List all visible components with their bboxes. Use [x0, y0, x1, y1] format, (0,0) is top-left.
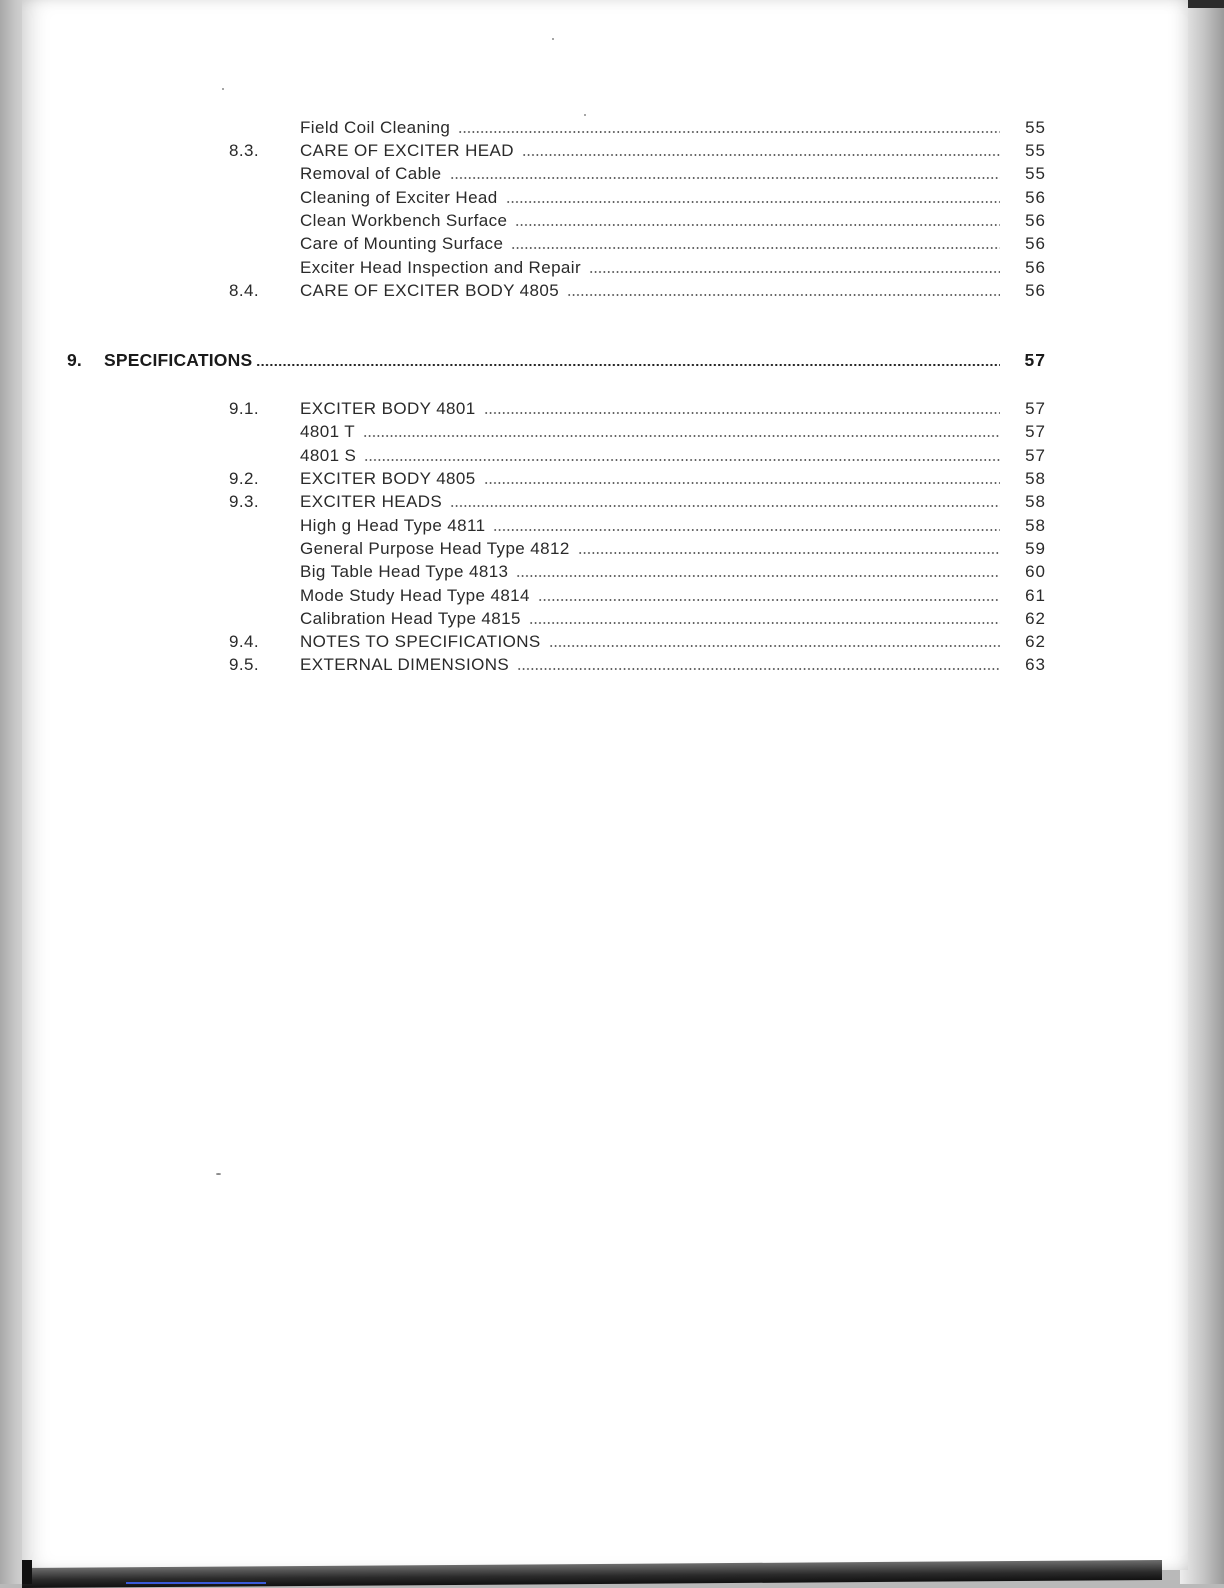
toc-entry-title-line [300, 632, 1000, 652]
dot-leader [538, 599, 1000, 601]
toc-entry-title-line [300, 141, 1000, 161]
toc-entry-title-line [300, 422, 1000, 442]
toc-entry-title: 4801 S [300, 446, 357, 465]
dot-leader [484, 412, 1000, 414]
dot-leader [529, 622, 1000, 624]
toc-entry-title: Field Coil Cleaning [300, 118, 451, 137]
toc-entry-page: 61 [1025, 586, 1046, 605]
toc-entry-page: 58 [1025, 516, 1046, 535]
toc-entry-title-line [300, 586, 1000, 606]
toc-entry-page: 56 [1025, 234, 1046, 253]
toc-entry-title: EXCITER HEADS [300, 492, 443, 511]
toc-entry-page: 55 [1025, 141, 1046, 160]
dot-leader [549, 645, 1000, 647]
toc-entry-title: EXCITER BODY 4801 [300, 399, 476, 418]
toc-entry-number: 9.3. [229, 492, 259, 511]
toc-entry-title-line [300, 258, 1000, 278]
dot-leader [511, 247, 1000, 249]
toc-entry-page: 58 [1025, 492, 1046, 511]
toc-entry-title-line [300, 539, 1000, 559]
toc-chapter-page: 57 [1024, 350, 1046, 370]
toc-entry-title: NOTES TO SPECIFICATIONS [300, 632, 541, 651]
toc-entry[interactable] [0, 234, 1224, 257]
toc-entry-title-line [300, 516, 1000, 536]
toc-entry-page: 60 [1025, 562, 1046, 581]
dot-leader [364, 459, 1000, 461]
toc-entry-title-line [300, 469, 1000, 489]
toc-entry[interactable] [0, 164, 1224, 187]
dot-leader [506, 201, 1000, 203]
toc-entry-title: EXCITER BODY 4805 [300, 469, 476, 488]
dot-leader [515, 224, 1000, 226]
toc-entry[interactable] [0, 492, 1224, 515]
toc-entry[interactable] [0, 281, 1224, 304]
toc-entry-page: 62 [1025, 609, 1046, 628]
toc-entry-title-line [300, 562, 1000, 582]
toc-entry[interactable] [0, 516, 1224, 539]
toc-entry-page: 63 [1025, 655, 1046, 674]
toc-entry[interactable] [0, 211, 1224, 234]
toc-entry-page: 55 [1025, 164, 1046, 183]
toc-entry-title-line [300, 446, 1000, 466]
toc-chapter-entry[interactable] [0, 350, 1224, 373]
toc-entry-number: 9.5. [229, 655, 259, 674]
toc-entry-title-line [300, 399, 1000, 419]
toc-entry-title-line [300, 118, 1000, 138]
toc-entry-number: 9.1. [229, 399, 259, 418]
toc-entry[interactable] [0, 188, 1224, 211]
toc-entry-title-line [300, 281, 1000, 301]
toc-entry-title: Mode Study Head Type 4814 [300, 586, 530, 605]
toc-entry-number: 8.3. [229, 141, 259, 160]
toc-entry-number: 8.4. [229, 281, 259, 300]
toc-entry[interactable] [0, 655, 1224, 678]
dot-leader [450, 177, 1000, 179]
toc-entry[interactable] [0, 141, 1224, 164]
toc-entry[interactable] [0, 422, 1224, 445]
toc-entry-title: General Purpose Head Type 4812 [300, 539, 570, 558]
dot-leader [522, 154, 1000, 156]
toc-entry-title-line [300, 609, 1000, 629]
toc-chapter-number: 9. [67, 350, 82, 370]
toc-entry-title-line [300, 188, 1000, 208]
toc-entry-title-line [300, 655, 1000, 675]
toc-entry[interactable] [0, 469, 1224, 492]
toc-entry[interactable] [0, 586, 1224, 609]
toc-entry-title-line [300, 492, 1000, 512]
toc-entry-page: 56 [1025, 281, 1046, 300]
toc-entry-title: Calibration Head Type 4815 [300, 609, 521, 628]
toc-entry-page: 57 [1025, 399, 1046, 418]
toc-entry-page: 56 [1025, 211, 1046, 230]
toc-entry-title: Cleaning of Exciter Head [300, 188, 498, 207]
toc-entry-title: Big Table Head Type 4813 [300, 562, 509, 581]
toc-entry[interactable] [0, 539, 1224, 562]
toc-entry-title: High g Head Type 4811 [300, 516, 486, 535]
toc-entry-title-line [300, 211, 1000, 231]
toc-entry-title: Care of Mounting Surface [300, 234, 504, 253]
dot-leader [363, 435, 1000, 437]
dot-leader [517, 668, 1000, 670]
toc-entry-title-line [300, 234, 1000, 254]
toc-entry-number: 9.4. [229, 632, 259, 651]
dot-leader [484, 482, 1000, 484]
toc-entry-title: EXTERNAL DIMENSIONS [300, 655, 510, 674]
toc-entry-title: Clean Workbench Surface [300, 211, 508, 230]
toc-entry-title: CARE OF EXCITER HEAD [300, 141, 514, 160]
toc-entry-title: CARE OF EXCITER BODY 4805 [300, 281, 560, 300]
scan-edge-corner [22, 1560, 32, 1584]
toc-entry-page: 56 [1025, 188, 1046, 207]
toc-entry-page: 56 [1025, 258, 1046, 277]
dot-leader [450, 505, 1000, 507]
dot-leader [578, 552, 1000, 554]
toc-entry[interactable] [0, 562, 1224, 585]
toc-entry[interactable] [0, 446, 1224, 469]
toc-entry-title-line [300, 164, 1000, 184]
toc-chapter-title-line [104, 350, 1000, 371]
toc-entry-title: Removal of Cable [300, 164, 442, 183]
toc-entry-number: 9.2. [229, 469, 259, 488]
toc-entry-title: Exciter Head Inspection and Repair [300, 258, 582, 277]
toc-entry[interactable] [0, 632, 1224, 655]
toc-entry-page: 58 [1025, 469, 1046, 488]
toc-entry[interactable] [0, 609, 1224, 632]
dot-leader [589, 271, 1000, 273]
dot-leader [458, 131, 1000, 133]
dot-leader [493, 529, 1000, 531]
dot-leader [516, 575, 1000, 577]
toc-entry[interactable] [0, 399, 1224, 422]
toc-entry-page: 59 [1025, 539, 1046, 558]
dot-leader [256, 364, 1000, 366]
toc-entry-page: 57 [1025, 422, 1046, 441]
toc-entry-page: 62 [1025, 632, 1046, 651]
toc-entry-page: 57 [1025, 446, 1046, 465]
toc-entry-page: 55 [1025, 118, 1046, 137]
toc-entry-title: 4801 T [300, 422, 356, 441]
dot-leader [567, 294, 1000, 296]
toc-entry[interactable] [0, 118, 1224, 141]
toc-entry[interactable] [0, 258, 1224, 281]
toc-chapter-title: SPECIFICATIONS [104, 350, 253, 370]
